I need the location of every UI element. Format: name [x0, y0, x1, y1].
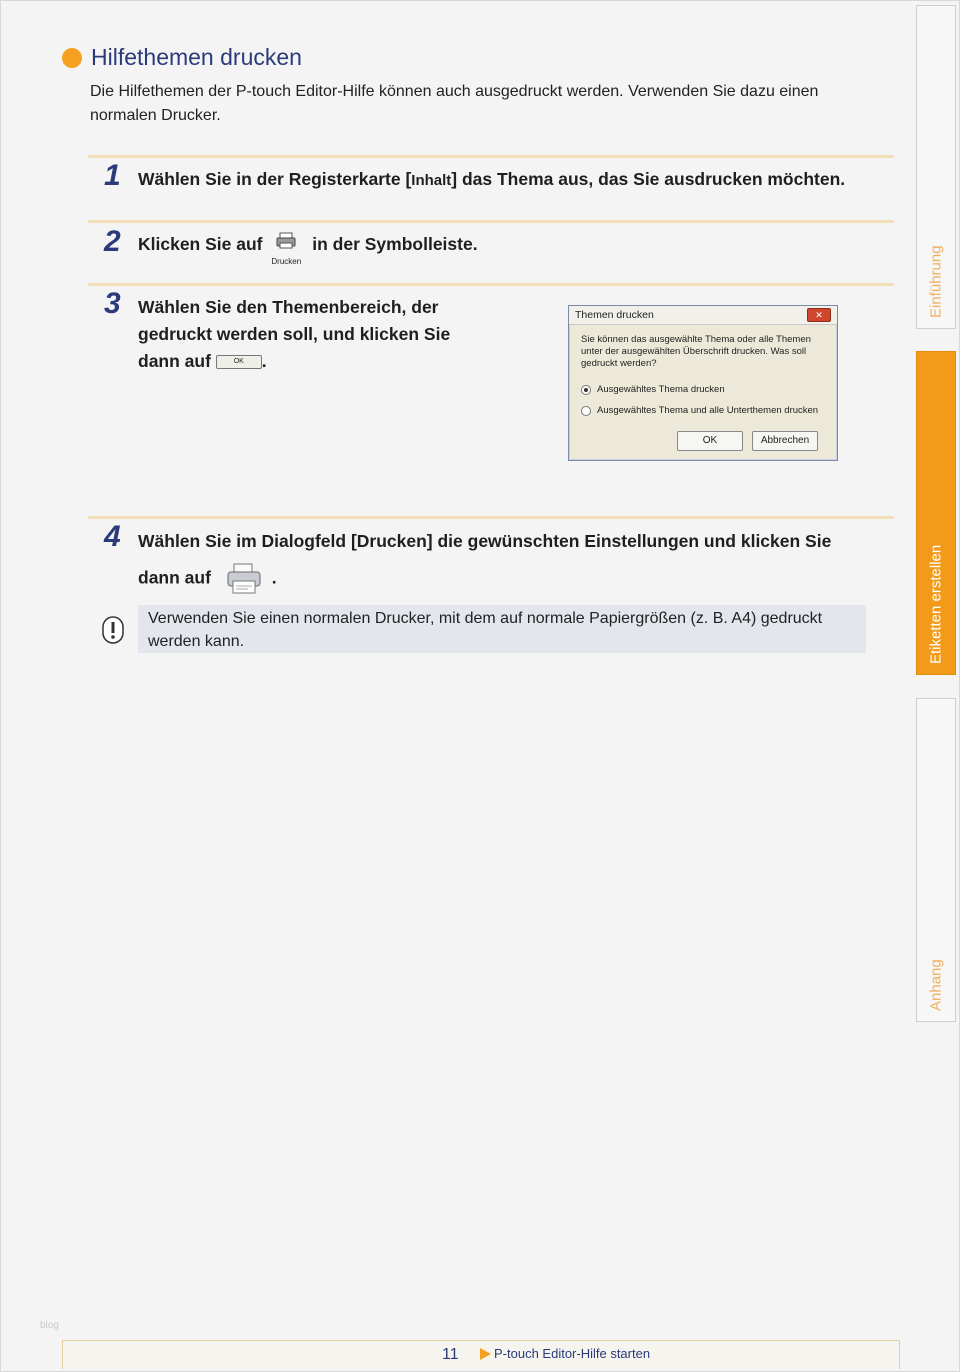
step-divider: [88, 516, 894, 519]
step-4-line2a: dann auf: [138, 567, 211, 588]
radio-label: Ausgewähltes Thema drucken: [597, 384, 725, 395]
step-3-line3: [138, 348, 538, 375]
step-4-text: [138, 528, 898, 597]
printer-icon: [222, 561, 266, 597]
footer-link[interactable]: [480, 1346, 650, 1361]
watermark: blog: [40, 1320, 59, 1331]
print-icon-label: Drucken: [271, 257, 302, 267]
side-tab-anhang[interactable]: [916, 698, 956, 1022]
side-tab-etiketten-erstellen[interactable]: [916, 351, 956, 675]
dialog-titlebar: [569, 306, 837, 325]
page-number: 11: [442, 1346, 459, 1363]
step-3-text: [138, 294, 538, 375]
print-topics-dialog: [568, 305, 838, 461]
caution-icon: [102, 616, 124, 644]
dialog-cancel-button[interactable]: Abbrechen: [752, 431, 818, 451]
step-4-line1: Wählen Sie im Dialogfeld [Drucken] die gewünschten Einstellungen und klicken Sie: [138, 531, 832, 551]
step-1-text-a: Wählen Sie in der Registerkarte [: [138, 169, 412, 189]
side-tab-einfuehrung[interactable]: [916, 5, 956, 329]
bullet-dot-icon: [62, 48, 82, 68]
step-1-text: [138, 166, 845, 194]
print-toolbar-icon: [269, 231, 305, 267]
step-1-text-c: ] das Thema aus, das Sie ausdrucken möchten.: [451, 169, 846, 189]
side-tab-label: Etiketten erstellen: [927, 544, 945, 664]
radio-option-all-subtopics[interactable]: [581, 405, 818, 416]
dialog-title: Themen drucken: [575, 309, 654, 321]
section-heading: [62, 44, 302, 71]
radio-unchecked-icon[interactable]: [581, 406, 591, 416]
arrow-right-icon: [480, 1348, 491, 1360]
step-divider: [88, 220, 894, 223]
close-icon[interactable]: ✕: [807, 308, 831, 322]
side-tab-label: Anhang: [927, 959, 945, 1011]
step-number: 3: [104, 287, 121, 320]
page-title: Hilfethemen drucken: [91, 44, 302, 70]
step-1-tab-name: Inhalt: [411, 172, 452, 189]
dialog-message: Sie können das ausgewählte Thema oder alle Themen unter der ausgewählten Überschrift drucken. Was soll gedruckt werden?: [581, 334, 811, 369]
footer-link-label: P-touch Editor-Hilfe starten: [494, 1346, 651, 1361]
dialog-ok-button[interactable]: OK: [677, 431, 743, 451]
step-3-line1: Wählen Sie den Themenbereich, der: [138, 297, 439, 317]
step-2-text: [138, 231, 478, 267]
step-2-text-a: Klicken Sie auf: [138, 234, 263, 254]
radio-label: Ausgewähltes Thema und alle Unterthemen drucken: [597, 405, 819, 416]
step-number: 2: [104, 225, 121, 258]
radio-checked-icon[interactable]: [581, 385, 591, 395]
step-number: 4: [104, 520, 121, 553]
step-divider: [88, 283, 894, 286]
step-3-line3b: .: [261, 351, 267, 371]
side-tab-label: Einführung: [927, 245, 945, 318]
step-number: 1: [104, 159, 121, 192]
step-4-line2b: .: [271, 567, 277, 588]
intro-paragraph: Die Hilfethemen der P-touch Editor-Hilfe können auch ausgedruckt werden. Verwenden Sie dazu einen normalen Drucker.: [90, 83, 819, 124]
step-3-line2: gedruckt werden soll, und klicken Sie: [138, 324, 451, 344]
step-divider: [88, 155, 894, 158]
radio-option-selected-topic[interactable]: [581, 384, 725, 395]
step-2-text-b: in der Symbolleiste.: [312, 234, 478, 254]
ok-button-icon: [216, 355, 262, 369]
step-3-line3a: dann auf: [138, 351, 211, 371]
ok-button-icon-label: OK: [233, 358, 244, 366]
note-box: Verwenden Sie einen normalen Drucker, mit dem auf normale Papiergrößen (z. B. A4) gedruckt werden kann.: [138, 605, 866, 653]
step-4-line2: [138, 561, 898, 597]
